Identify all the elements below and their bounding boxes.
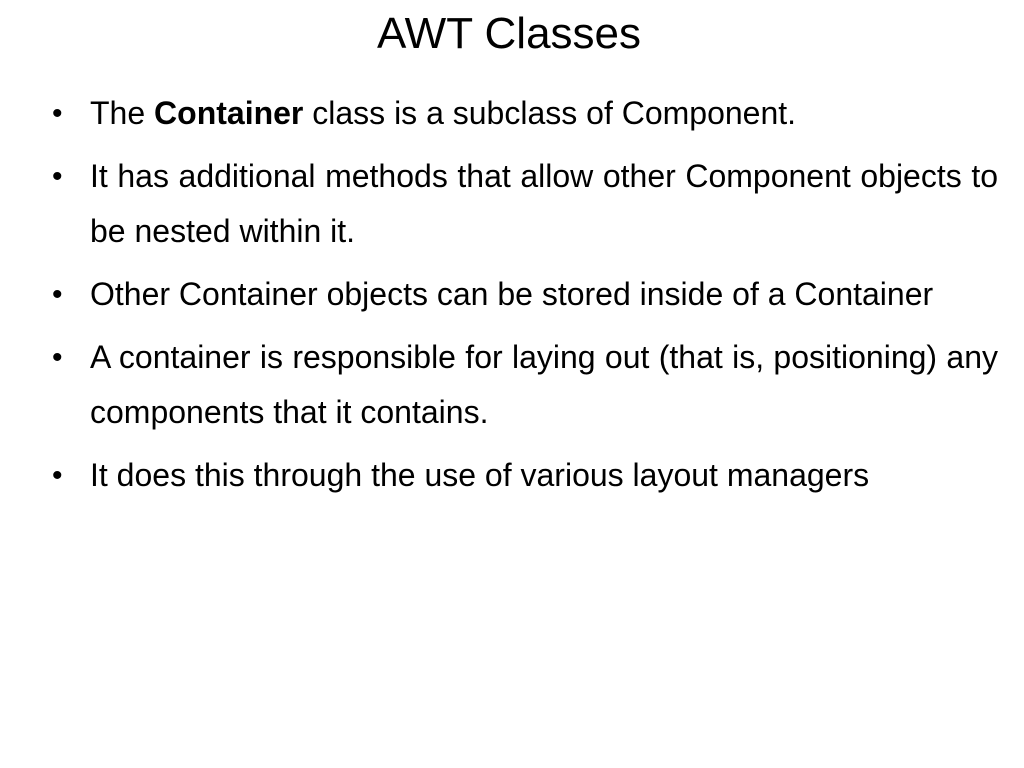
bullet-dot-icon: • [52, 160, 63, 193]
bullet-text: It has additional methods that allow other Component objects to be nested within it. [90, 158, 998, 249]
bullet-dot-icon: • [52, 459, 63, 492]
bullet-text [90, 95, 796, 131]
bullet-item-nested-containers [48, 267, 998, 322]
bullet-dot-icon: • [52, 278, 63, 311]
bullet-text: It does this through the use of various layout managers [90, 457, 870, 493]
bullet-dot-icon: • [52, 341, 63, 374]
bullet-item-additional-methods [48, 149, 998, 259]
bullet-text-emphasis: Container [154, 95, 304, 131]
bullet-list [48, 86, 998, 511]
bullet-text: A container is responsible for laying out (that is, positioning) any components that it contains. [90, 339, 998, 430]
bullet-text: Other Container objects can be stored inside of a Container [90, 276, 934, 312]
bullet-dot-icon: • [52, 97, 63, 130]
slide-title: AWT Classes [376, 9, 642, 58]
bullet-item-container-class [48, 86, 998, 141]
bullet-text-suffix: class is a subclass of Component. [303, 95, 797, 131]
bullet-item-layout-managers [48, 448, 998, 503]
bullet-text-prefix: The [90, 95, 155, 131]
bullet-item-layout-responsibility [48, 330, 998, 440]
